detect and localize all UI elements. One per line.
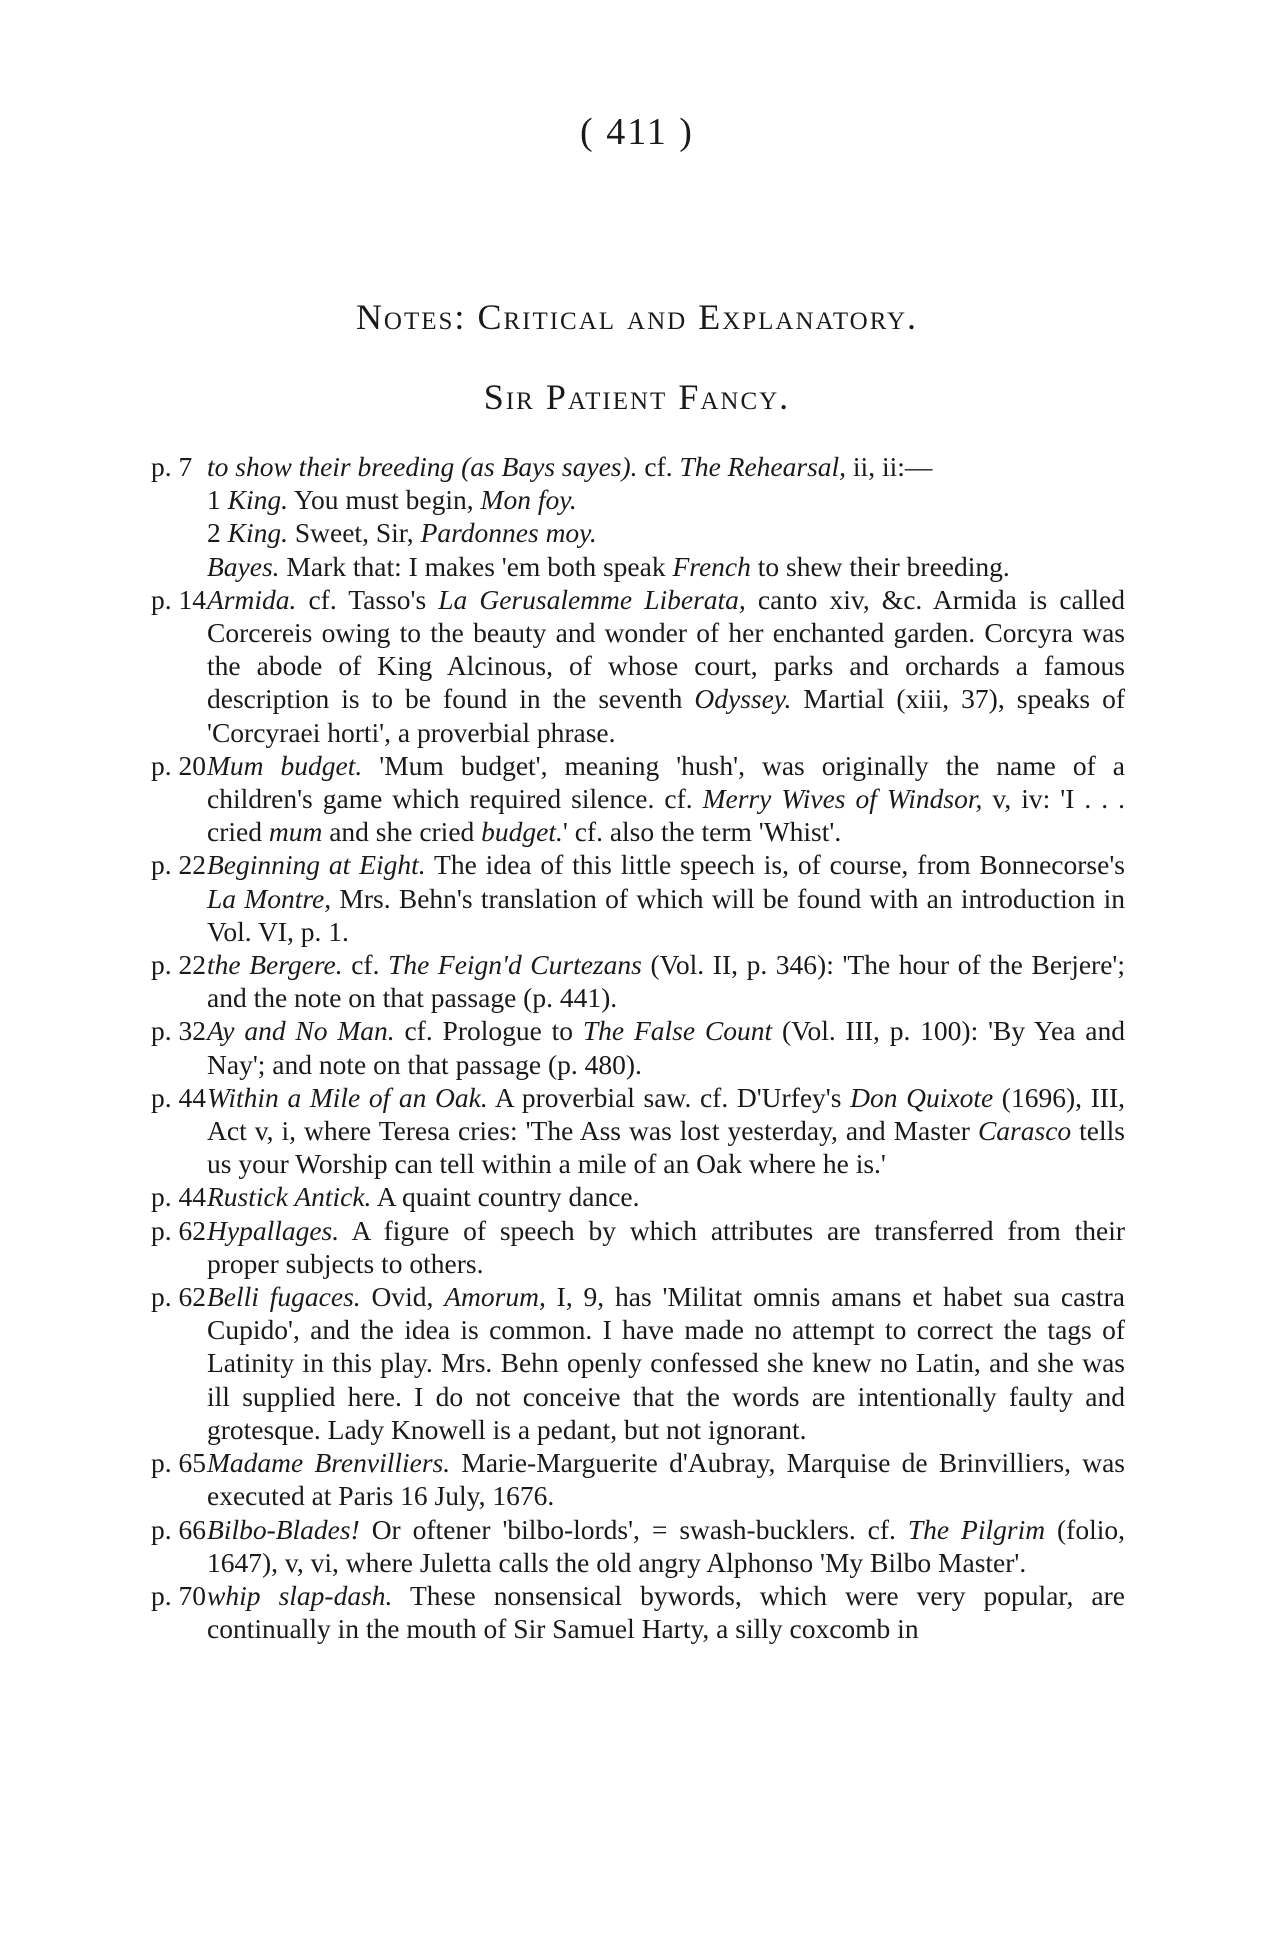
note-line: 1 King. You must begin, Mon foy. <box>207 484 577 516</box>
note-page-ref: p. 14 <box>151 583 206 615</box>
note-line: Bayes. Mark that: I makes 'em both speak French to shew their breeding. <box>207 550 1010 582</box>
note-page-ref: p. 44 <box>151 1081 206 1113</box>
note-text: Beginning at Eight. The idea of this little speech is, of course, from Bonnecorse's La Montre, Mrs. Behn's translation of which will be found with an introduction in Vol. VI, p. 1. <box>207 849 1125 947</box>
note-item <box>151 1081 1125 1181</box>
note-text: Belli fugaces. Ovid, Amorum, I, 9, has 'Militat omnis amans et habet sua castra Cupido', and the idea is common. I have made no attempt to correct the tags of Latinity in this play. Mrs. Behn openly confessed she knew no Latin, and she was ill supplied here. I do not conceive that the words are intentionally faulty and grotesque. Lady Knowell is a pedant, but not ignorant. <box>207 1281 1126 1445</box>
note-page-ref: p. 32 <box>151 1015 206 1047</box>
note-item <box>151 450 1125 583</box>
note-text: Hypallages. A figure of speech by which attributes are transferred from their proper subjects to others. <box>207 1214 1125 1279</box>
section-title: Notes: Critical and Explanatory. <box>355 297 919 337</box>
note-item <box>151 1180 1125 1213</box>
note-item <box>151 1579 1125 1645</box>
note-item <box>151 1214 1125 1280</box>
note-text: Within a Mile of an Oak. A proverbial saw. cf. D'Urfey's Don Quixote (1696), III, Act v, i, where Teresa cries: 'The Ass was lost yesterday, and Master Carasco tells us your Worship can tell within a mile of an Oak where he is.' <box>207 1081 1125 1180</box>
note-line: to show their breeding (as Bays sayes). cf. The Rehearsal, ii, ii:— <box>207 451 933 482</box>
note-line: 2 King. Sweet, Sir, Pardonnes moy. <box>207 517 597 549</box>
page-number: ( 411 ) <box>580 111 694 153</box>
note-page-ref: p. 66 <box>151 1513 206 1545</box>
note-text: Rustick Antick. A quaint country dance. <box>207 1181 640 1213</box>
note-item <box>151 1446 1125 1512</box>
note-page-ref: p. 70 <box>151 1579 206 1611</box>
note-text: Madame Brenvilliers. Marie-Marguerite d'Aubray, Marquise de Brinvilliers, was executed at Paris 16 July, 1676. <box>207 1447 1125 1512</box>
note-page-ref: p. 62 <box>151 1281 206 1313</box>
note-item <box>151 1014 1125 1080</box>
note-text: Bilbo-Blades! Or oftener 'bilbo-lords', = swash-bucklers. cf. The Pilgrim (folio, 1647), v, vi, where Juletta calls the old angry Alphonso 'My Bilbo Master'. <box>207 1513 1125 1578</box>
note-item <box>151 583 1126 749</box>
note-page-ref: p. 44 <box>151 1181 206 1213</box>
note-page-ref: p. 62 <box>151 1214 206 1246</box>
notes-list <box>151 450 1126 1645</box>
note-text: Mum budget. 'Mum budget', meaning 'hush', was originally the name of a children's game which required silence. cf. Merry Wives of Windsor, v, iv: 'I . . . cried mum and she cried budget.' cf. also the term 'Whist'. <box>207 749 1125 848</box>
note-item <box>151 848 1125 948</box>
note-page-ref: p. 22 <box>151 949 206 981</box>
note-text: the Bergere. cf. The Feign'd Curtezans (Vol. II, p. 346): 'The hour of the Berjere'; and the note on that passage (p. 441). <box>207 949 1126 1014</box>
note-page-ref: p. 7 <box>151 451 193 482</box>
note-text: Ay and No Man. cf. Prologue to The False Count (Vol. III, p. 100): 'By Yea and Nay'; and note on that passage (p. 480). <box>207 1015 1125 1080</box>
note-page-ref: p. 20 <box>151 749 206 781</box>
play-title: Sir Patient Fancy. <box>483 377 791 417</box>
note-item <box>151 1280 1126 1446</box>
note-page-ref: p. 22 <box>151 849 206 881</box>
note-text: Armida. cf. Tasso's La Gerusalemme Liberata, canto xiv, &c. Armida is called Corcereis owing to the beauty and wonder of her enchanted garden. Corcyra was the abode of King Alcinous, of whose court, parks and orchards a famous description is to be found in the seventh Odyssey. Martial (xiii, 37), speaks of 'Corcyraei horti', a proverbial phrase. <box>207 583 1126 748</box>
note-item <box>151 948 1126 1014</box>
note-text: whip slap-dash. These nonsensical bywords, which were very popular, are continually in the mouth of Sir Samuel Harty, a silly coxcomb in <box>207 1579 1125 1645</box>
note-page-ref: p. 65 <box>151 1447 206 1479</box>
note-item <box>151 749 1125 849</box>
note-item <box>151 1513 1125 1579</box>
